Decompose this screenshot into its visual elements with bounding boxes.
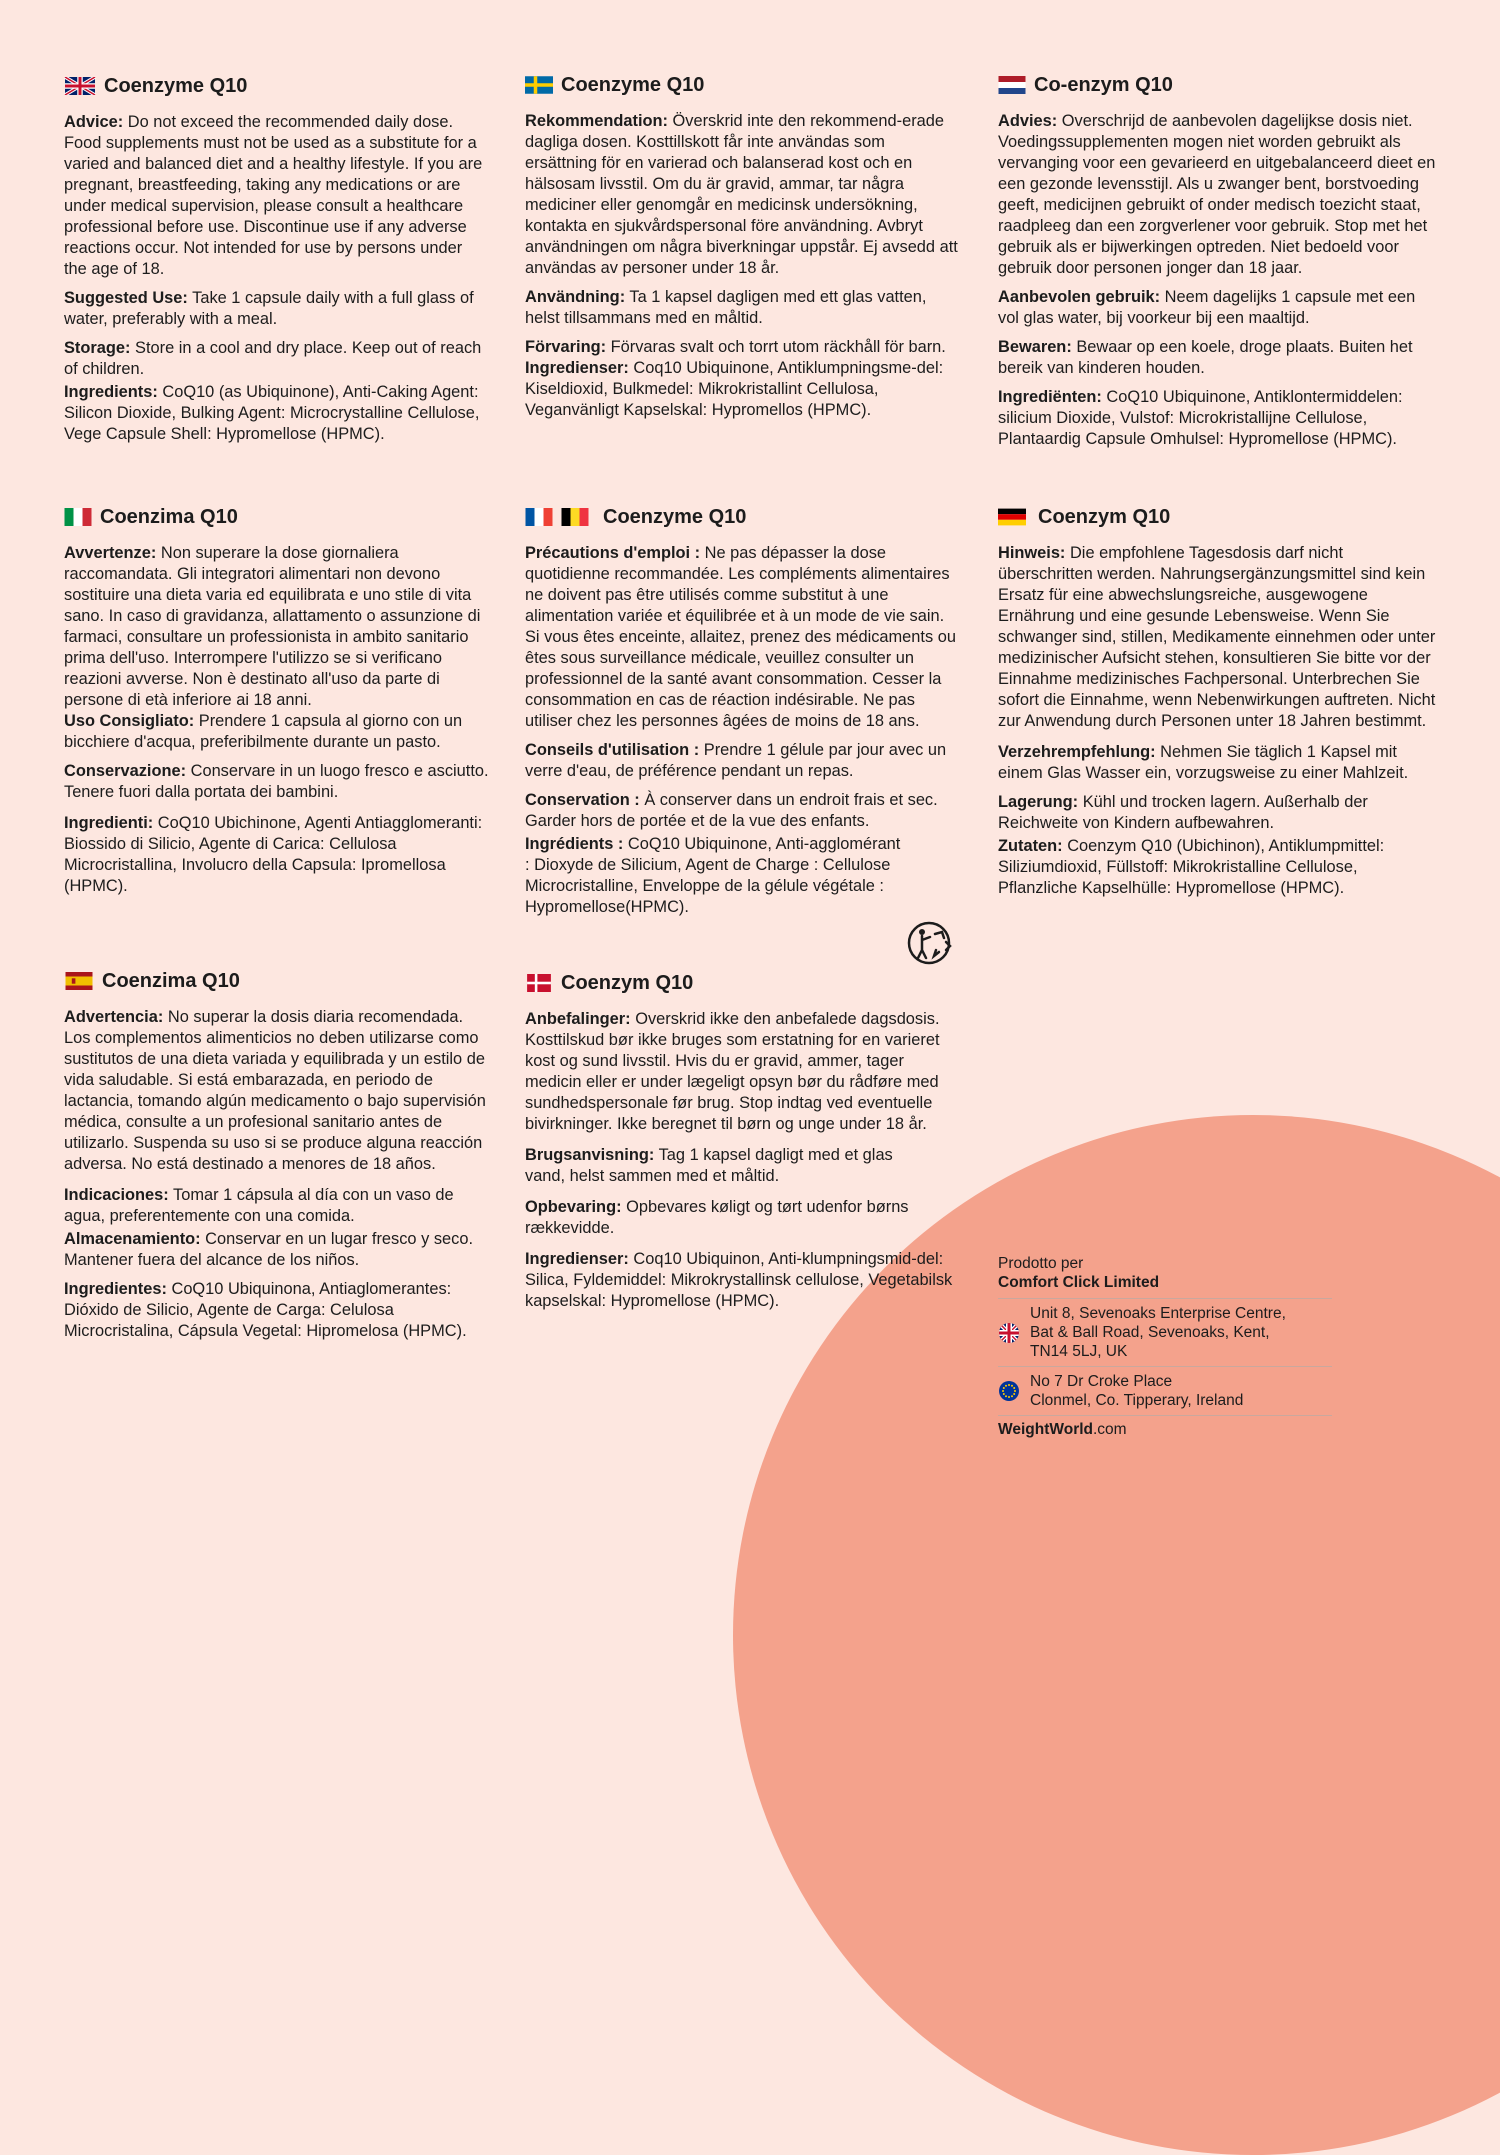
ingredients-paragraph: Zutaten: Coenzym Q10 (Ubichinon), Antiklumpmittel: Siliziumdioxid, Füllstoff: Mikrokristalline Cellulose, Pflanzliche Kapselhülle: Hypromellose (HPMC).	[998, 837, 1385, 897]
belgium-flag-icon	[561, 508, 589, 526]
uk-flag-icon	[64, 77, 96, 95]
use-paragraph: Användning: Ta 1 kapsel dagligen med ett glas vatten, helst tillsammans med en måltid.	[525, 288, 927, 327]
use-paragraph: Indicaciones: Tomar 1 cápsula al día con un vaso de agua, preferentemente con una comida.	[64, 1186, 454, 1225]
eu-address-row	[998, 1367, 1332, 1416]
ingredients-paragraph: Ingredienti: CoQ10 Ubichinone, Agenti Antiagglomeranti: Biossido di Silicio, Agente di Carica: Cellulosa Microcristallina, Involucro della Capsula: Ipromellosa (HPMC).	[64, 814, 483, 895]
uk-address-line: Bat & Ball Road, Sevenoaks, Kent,	[1030, 1324, 1270, 1341]
eu-flag-icon	[998, 1380, 1020, 1402]
section-sv	[525, 73, 960, 429]
uk-address-row	[998, 1299, 1332, 1367]
ingredients-paragraph: Ingredients: CoQ10 (as Ubiquinone), Anti-Caking Agent: Silicon Dioxide, Bulking Agent: Microcrystalline Cellulose, Vege Capsule Shell: Hypromellose (HPMC).	[64, 383, 480, 443]
website-link[interactable]: WeightWorld.com	[998, 1421, 1127, 1438]
ingredients-paragraph: Ingredienser: Coq10 Ubiquinone, Antiklumpningsme-del: Kiseldioxid, Bulkmedel: Mikrokristallint Cellulosa, Veganvänligt Kapselskal: Hypromellos (HPMC).	[525, 359, 944, 419]
storage-paragraph: Förvaring: Förvaras svalt och torrt utom räckhåll för barn.	[525, 338, 946, 356]
section-it	[64, 505, 489, 905]
eu-address-line: No 7 Dr Croke Place	[1030, 1373, 1173, 1390]
italy-flag-icon	[64, 508, 92, 526]
use-paragraph: Brugsanvisning: Tag 1 kapsel dagligt med et glas vand, helst sammen med et måltid.	[525, 1146, 893, 1185]
advice-paragraph: Rekommendation: Överskrid inte den rekommend-erade dagliga dosen. Kosttillskott får inte användas som ersättning för en varierad och balanserad kost och en hälsosam livsstil. Om du är gravid, ammar, tar några mediciner eller genomgår en medicinsk undersökning, kontakta en sjukvårdspersonal före användning. Avbryt användningen om några biverkningar uppstår. Ej avsedd att användas av personer under 18 år.	[525, 112, 958, 277]
uk-address-line: Unit 8, Sevenoaks Enterprise Centre,	[1030, 1305, 1286, 1322]
ingredients-paragraph: Ingrediënten: CoQ10 Ubiquinone, Antiklontermiddelen: silicium Dioxide, Vulstof: Microkristallijne Cellulose, Plantaardig Capsule Omhulsel: Hypromellose (HPMC).	[998, 388, 1403, 448]
storage-paragraph: Lagerung: Kühl und trocken lagern. Außerhalb der Reichweite von Kindern aufbewahren.	[998, 793, 1368, 832]
use-paragraph: Uso Consigliato: Prendere 1 capsula al giorno con un bicchiere d'acqua, preferibilmente durante un pasto.	[64, 712, 463, 751]
section-title: Coenzym Q10	[1038, 505, 1171, 528]
section-title: Coenzyme Q10	[603, 505, 747, 528]
uk-flag-icon	[998, 1322, 1020, 1344]
germany-flag-icon	[998, 508, 1026, 526]
spain-flag-icon	[64, 972, 94, 990]
ingredients-paragraph: Ingredienser: Coq10 Ubiquinon, Anti-klumpningsmid-del: Silica, Fyldemiddel: Mikrokrystallinsk cellulose, Vegetabilsk kapselskal: Hypromellose (HPMC).	[525, 1250, 953, 1310]
storage-paragraph: Almacenamiento: Conservar en un lugar fresco y seco. Mantener fuera del alcance de los niños.	[64, 1230, 474, 1269]
advice-paragraph: Précautions d'emploi : Ne pas dépasser la dose quotidienne recommandée. Les compléments alimentaires ne doivent pas être utilisés comme substitut à une alimentation variée et équilibrée et à un mode de vie sain. Si vous êtes enceinte, allaitez, prenez des médicaments ou êtes sous surveillance médicale, veuillez consulter un professionnel de la santé avant consommation. Cesser la consommation en cas de réaction indésirable. Ne pas utiliser chez les personnes âgées de moins de 18 ans.	[525, 544, 956, 730]
advice-paragraph: Advies: Overschrijd de aanbevolen dagelijkse dosis niet. Voedingssupplementen mogen niet worden gebruikt als vervanging voor een gevarieerd en uitgebalanceerd dieet en een gezonde levensstijl. Als u zwanger bent, borstvoeding geeft, medicijnen gebruikt of onder medisch toezicht staat, raadpleeg dan een zorgverlener voor gebruik. Stop met het gebruik als er bijwerkingen optreden. Niet bedoeld voor gebruik door personen jonger dan 18 jaar.	[998, 112, 1436, 277]
produced-for-label: Prodotto per	[998, 1255, 1084, 1272]
use-paragraph: Verzehrempfehlung: Nehmen Sie täglich 1 Kapsel mit einem Glas Wasser ein, vorzugsweise zu einer Mahlzeit.	[998, 743, 1409, 782]
section-title: Coenzyme Q10	[561, 73, 705, 96]
section-da	[525, 971, 960, 1320]
storage-paragraph: Conservazione: Conservare in un luogo fresco e asciutto. Tenere fuori dalla portata dei bambini.	[64, 762, 489, 801]
advice-paragraph: Hinweis: Die empfohlene Tagesdosis darf nicht überschritten werden. Nahrungsergänzungsmittel sind kein Ersatz für eine abwechslungsreiche, ausgewogene Ernährung und eine gesunde Lebensweise. Wenn Sie schwanger sind, stillen, Medikamente einnehmen oder unter medizinischer Aufsicht stehen, konsultieren Sie bitte vor der Einnahme medizinisches Fachpersonal. Unterbrechen Sie sofort die Einnahme, wenn Nebenwirkungen auftreten. Nicht zur Anwendung durch Personen unter 18 Jahren bestimmt.	[998, 544, 1436, 730]
manufacturer-info	[998, 1254, 1332, 1439]
advice-paragraph: Advice: Do not exceed the recommended daily dose. Food supplements must not be used as a substitute for a varied and balanced diet and a healthy lifestyle. If you are pregnant, breastfeeding, taking any medications or are under medical supervision, please consult a healthcare professional before use. Discontinue use if any adverse reactions occur. Not intended for use by persons under the age of 18.	[64, 113, 483, 278]
sweden-flag-icon	[525, 76, 553, 94]
storage-paragraph: Conservation : À conserver dans un endroit frais et sec. Garder hors de portée et de la vue des enfants.	[525, 791, 938, 830]
storage-paragraph: Storage: Store in a cool and dry place. Keep out of reach of children.	[64, 339, 482, 378]
section-title: Coenzima Q10	[102, 969, 240, 992]
storage-paragraph: Opbevaring: Opbevares køligt og tørt udenfor børns rækkevidde.	[525, 1198, 909, 1237]
use-paragraph: Suggested Use: Take 1 capsule daily with a full glass of water, preferably with a meal.	[64, 289, 474, 328]
section-es	[64, 969, 489, 1350]
advice-paragraph: Anbefalinger: Overskrid ikke den anbefalede dagsdosis. Kosttilskud bør ikke bruges som erstatning for en varieret kost og sund livsstil. Hvis du er gravid, ammer, tager medicin eller er under lægeligt opsyn bør du rådføre med sundhedspersonale før brug. Stop indtag ved eventuelle bivirkninger. Ikke beregnet til børn og unge under 18 år.	[525, 1010, 940, 1133]
section-title: Coenzyme Q10	[104, 74, 248, 97]
section-en	[64, 74, 489, 453]
use-paragraph: Aanbevolen gebruik: Neem dagelijks 1 capsule met een vol glas water, bij voorkeur bij een maaltijd.	[998, 288, 1416, 327]
uk-address-line: TN14 5LJ, UK	[1030, 1343, 1128, 1360]
ingredients-paragraph: Ingrédients : CoQ10 Ubiquinone, Anti-agglomérant : Dioxyde de Silicium, Agent de Charge : Cellulose Microcristalline, Enveloppe de la gélule végétale : Hypromellose(HPMC).	[525, 835, 901, 916]
storage-paragraph: Bewaren: Bewaar op een koele, droge plaats. Buiten het bereik van kinderen houden.	[998, 338, 1413, 377]
section-de	[998, 505, 1440, 907]
france-flag-icon	[525, 508, 553, 526]
use-paragraph: Conseils d'utilisation : Prendre 1 gélule par jour avec un verre d'eau, de préférence pendant un repas.	[525, 741, 947, 780]
recycling-triman-icon	[906, 920, 956, 966]
section-fr	[525, 505, 960, 926]
netherlands-flag-icon	[998, 76, 1026, 94]
section-title: Coenzima Q10	[100, 505, 238, 528]
section-title: Coenzym Q10	[561, 971, 694, 994]
eu-address-line: Clonmel, Co. Tipperary, Ireland	[1030, 1392, 1244, 1409]
section-nl	[998, 73, 1440, 458]
denmark-flag-icon	[525, 974, 553, 992]
company-name: Comfort Click Limited	[998, 1274, 1160, 1291]
section-title: Co-enzym Q10	[1034, 73, 1173, 96]
ingredients-paragraph: Ingredientes: CoQ10 Ubiquinona, Antiaglomerantes: Dióxido de Silicio, Agente de Carga: Celulosa Microcristalina, Cápsula Vegetal: Hipromelosa (HPMC).	[64, 1280, 467, 1340]
advice-paragraph: Advertencia: No superar la dosis diaria recomendada. Los complementos alimenticios no deben utilizarse como sustitutos de una dieta variada y equilibrada y un estilo de vida saludable. Si está embarazada, en periodo de lactancia, tomando algún medicamento o bajo supervisión médica, consulte a un profesional sanitario antes de utilizarlo. Suspenda su uso si se produce alguna reacción adversa. No está destinado a menores de 18 años.	[64, 1008, 486, 1173]
advice-paragraph: Avvertenze: Non superare la dose giornaliera raccomandata. Gli integratori alimentari non devono sostituire una dieta varia ed equilibrata e uno stile di vita sano. In caso di gravidanza, allattamento o assunzione di farmaci, consultare un professionista in ambito sanitario prima dell'uso. Interrompere l'utilizzo se si verificano reazioni avverse. Non è destinato all'uso da parte di persone di età inferiore ai 18 anni.	[64, 544, 481, 709]
